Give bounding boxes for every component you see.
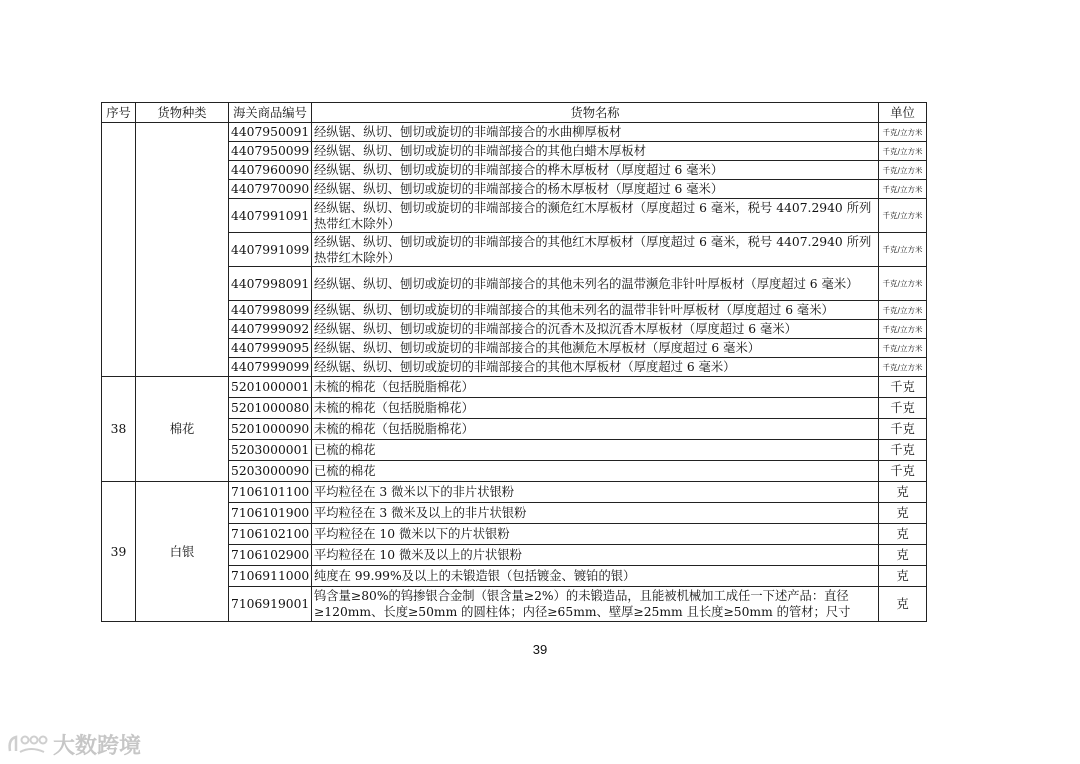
page-number: 39 (532, 642, 548, 657)
goods-name-cell: 经纵锯、纵切、刨切或旋切的非端部接合的桦木厚板材（厚度超过 6 毫米） (312, 161, 879, 180)
unit-cell: 千克/立方米 (879, 161, 927, 180)
watermark-logo-icon (6, 731, 48, 757)
unit-cell: 千克 (879, 419, 927, 440)
group-category-cell: 棉花 (136, 377, 229, 482)
hs-code-cell: 4407960090 (229, 161, 312, 180)
watermark (6, 727, 141, 761)
header-code: 海关商品编号 (229, 103, 312, 123)
goods-name-cell: 钨含量≥80%的钨掺银合金制（银含量≥2%）的未锻造品，且能被机械加工成任一下述产品：直径≥120mm、长度≥50mm 的圆柱体；内径≥65mm、壁厚≥25mm 且长度≥50mm 的管材；尺寸 (312, 587, 879, 622)
goods-name-cell: 未梳的棉花（包括脱脂棉花） (312, 419, 879, 440)
goods-name-cell: 经纵锯、纵切、刨切或旋切的非端部接合的杨木厚板材（厚度超过 6 毫米） (312, 180, 879, 199)
hs-code-cell: 7106101900 (229, 503, 312, 524)
hs-code-cell: 5201000090 (229, 419, 312, 440)
unit-cell: 千克/立方米 (879, 142, 927, 161)
group-number-cell: 38 (102, 377, 136, 482)
goods-name-cell: 已梳的棉花 (312, 440, 879, 461)
header-category: 货物种类 (136, 103, 229, 123)
table-row (102, 482, 927, 503)
hs-code-cell: 5201000001 (229, 377, 312, 398)
hs-code-cell: 7106919001 (229, 587, 312, 622)
unit-cell: 千克/立方米 (879, 233, 927, 267)
hs-code-cell: 7106102100 (229, 524, 312, 545)
hs-code-cell: 4407998091 (229, 267, 312, 301)
unit-cell: 克 (879, 524, 927, 545)
hs-code-cell: 4407950091 (229, 123, 312, 142)
unit-cell: 千克/立方米 (879, 358, 927, 377)
unit-cell: 克 (879, 587, 927, 622)
hs-code-cell: 7106911000 (229, 566, 312, 587)
goods-name-cell: 经纵锯、纵切、刨切或旋切的非端部接合的其他白蜡木厚板材 (312, 142, 879, 161)
goods-name-cell: 经纵锯、纵切、刨切或旋切的非端部接合的其他红木厚板材（厚度超过 6 毫米，税号 4407.2940 所列热带红木除外） (312, 233, 879, 267)
hs-code-cell: 7106101100 (229, 482, 312, 503)
hs-code-cell: 4407999099 (229, 358, 312, 377)
header-unit: 单位 (879, 103, 927, 123)
unit-cell: 克 (879, 545, 927, 566)
unit-cell: 克 (879, 482, 927, 503)
hs-code-cell: 4407999095 (229, 339, 312, 358)
unit-cell: 克 (879, 503, 927, 524)
unit-cell: 千克/立方米 (879, 339, 927, 358)
goods-name-cell: 纯度在 99.99%及以上的未锻造银（包括镀金、镀铂的银） (312, 566, 879, 587)
table-row (102, 123, 927, 142)
hs-code-cell: 5203000001 (229, 440, 312, 461)
goods-name-cell: 经纵锯、纵切、刨切或旋切的非端部接合的其他未列名的温带非针叶厚板材（厚度超过 6 毫米） (312, 301, 879, 320)
watermark-text: 大数跨境 (53, 733, 142, 759)
header-name: 货物名称 (312, 103, 879, 123)
hs-code-cell: 4407991099 (229, 233, 312, 267)
unit-cell: 千克 (879, 461, 927, 482)
group-category-cell: 白银 (136, 482, 229, 622)
unit-cell: 千克/立方米 (879, 123, 927, 142)
goods-name-cell: 经纵锯、纵切、刨切或旋切的非端部接合的沉香木及拟沉香木厚板材（厚度超过 6 毫米） (312, 320, 879, 339)
goods-name-cell: 未梳的棉花（包括脱脂棉花） (312, 377, 879, 398)
hs-code-cell: 4407999092 (229, 320, 312, 339)
goods-name-cell: 经纵锯、纵切、刨切或旋切的非端部接合的其他木厚板材（厚度超过 6 毫米） (312, 358, 879, 377)
goods-name-cell: 经纵锯、纵切、刨切或旋切的非端部接合的濒危红木厚板材（厚度超过 6 毫米，税号 4407.2940 所列热带红木除外） (312, 199, 879, 233)
group-category-cell (136, 123, 229, 377)
unit-cell: 千克/立方米 (879, 301, 927, 320)
goods-name-cell: 平均粒径在 3 微米及以上的非片状银粉 (312, 503, 879, 524)
goods-name-cell: 经纵锯、纵切、刨切或旋切的非端部接合的其他濒危木厚板材（厚度超过 6 毫米） (312, 339, 879, 358)
hs-code-cell: 5203000090 (229, 461, 312, 482)
hs-code-cell: 7106102900 (229, 545, 312, 566)
unit-cell: 千克/立方米 (879, 267, 927, 301)
unit-cell: 千克 (879, 440, 927, 461)
goods-name-cell: 平均粒径在 10 微米及以上的片状银粉 (312, 545, 879, 566)
hs-code-cell: 4407970090 (229, 180, 312, 199)
hs-code-cell: 5201000080 (229, 398, 312, 419)
group-number-cell (102, 123, 136, 377)
header-no: 序号 (102, 103, 136, 123)
table-row (102, 377, 927, 398)
unit-cell: 千克/立方米 (879, 320, 927, 339)
hs-code-cell: 4407991091 (229, 199, 312, 233)
unit-cell: 克 (879, 566, 927, 587)
group-number-cell: 39 (102, 482, 136, 622)
hs-code-cell: 4407950099 (229, 142, 312, 161)
hs-code-cell: 4407998099 (229, 301, 312, 320)
unit-cell: 千克/立方米 (879, 180, 927, 199)
goods-table (101, 102, 927, 622)
goods-name-cell: 平均粒径在 10 微米以下的片状银粉 (312, 524, 879, 545)
goods-name-cell: 经纵锯、纵切、刨切或旋切的非端部接合的水曲柳厚板材 (312, 123, 879, 142)
goods-name-cell: 经纵锯、纵切、刨切或旋切的非端部接合的其他未列名的温带濒危非针叶厚板材（厚度超过 6 毫米） (312, 267, 879, 301)
unit-cell: 千克 (879, 377, 927, 398)
table-header-row (102, 103, 927, 123)
unit-cell: 千克/立方米 (879, 199, 927, 233)
unit-cell: 千克 (879, 398, 927, 419)
goods-name-cell: 已梳的棉花 (312, 461, 879, 482)
goods-name-cell: 平均粒径在 3 微米以下的非片状银粉 (312, 482, 879, 503)
goods-name-cell: 未梳的棉花（包括脱脂棉花） (312, 398, 879, 419)
